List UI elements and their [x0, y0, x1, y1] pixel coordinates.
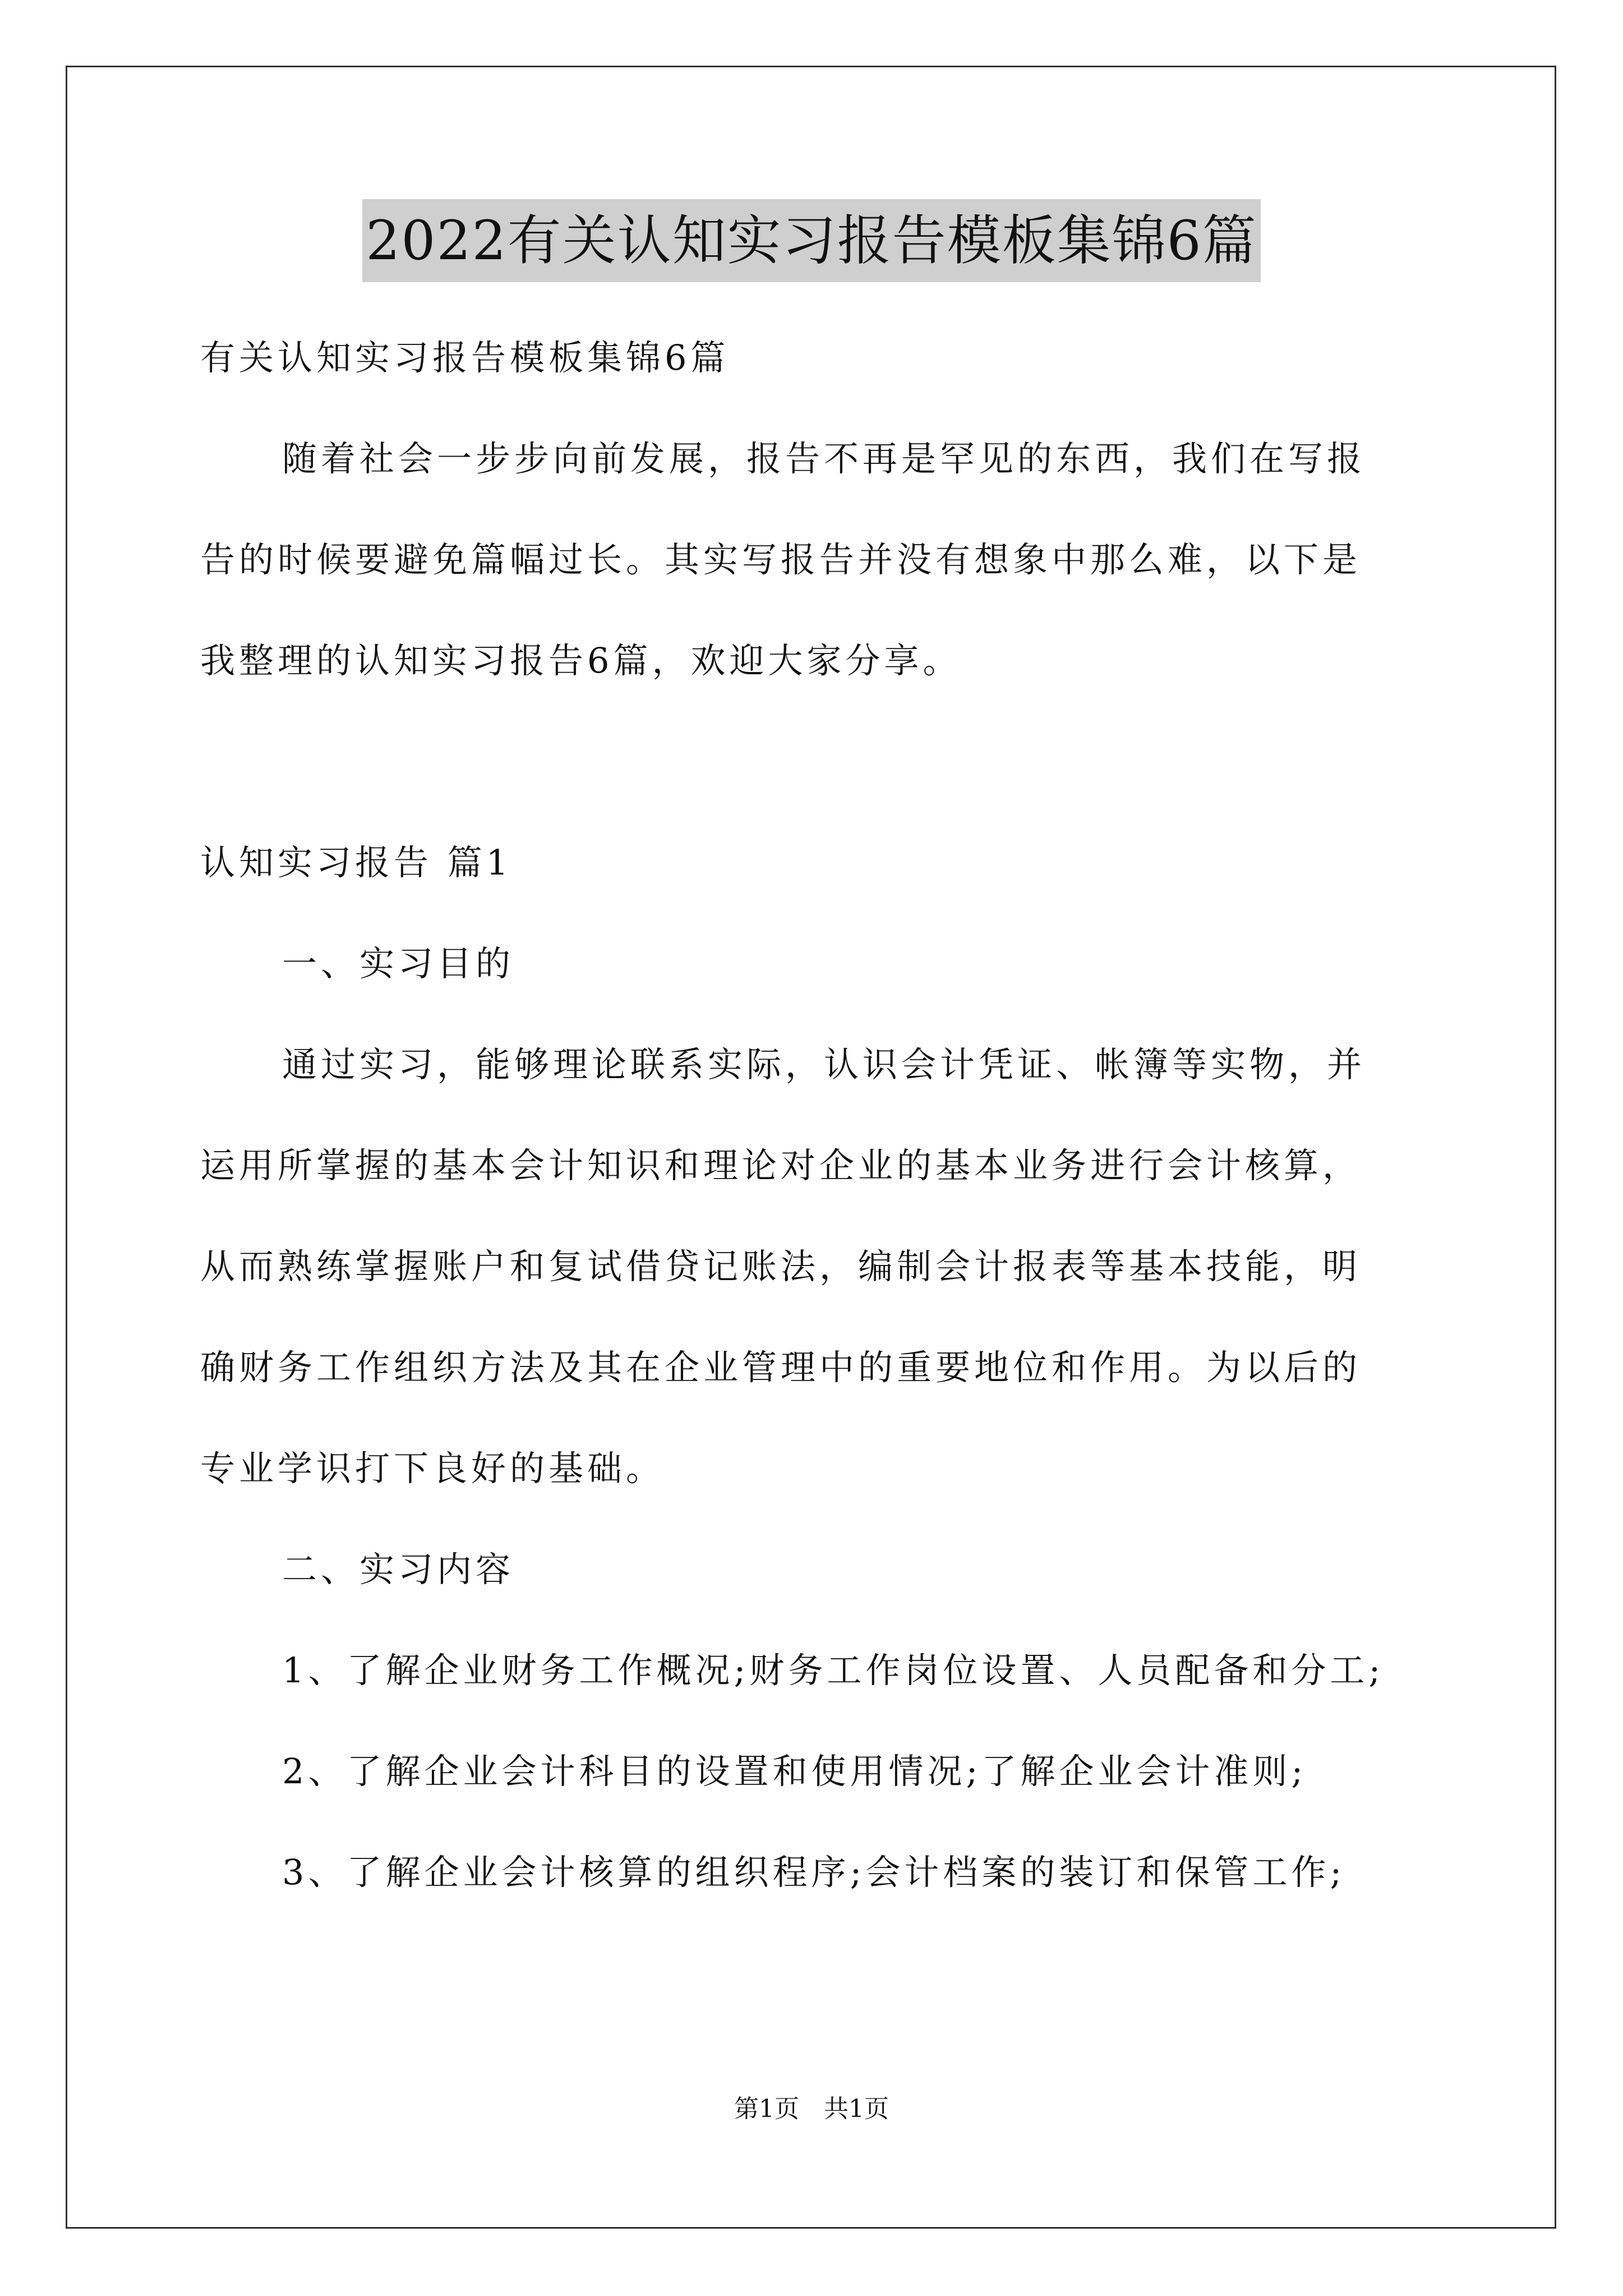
intro-line: 随着社会一步步向前发展，报告不再是罕见的东西，我们在写报 — [282, 438, 1366, 479]
page-footer: 第1页 共1页 — [734, 2095, 889, 2123]
intro-line: 告的时候要避免篇幅过长。其实写报告并没有想象中那么难，以下是 — [200, 539, 1362, 580]
section-heading: 认知实习报告 篇1 — [200, 842, 513, 883]
part1-heading: 一、实习目的 — [282, 943, 515, 984]
part2-item: 2、了解企业会计科目的设置和使用情况;了解企业会计准则; — [282, 1751, 1307, 1792]
document-title: 2022有关认知实习报告模板集锦6篇 — [362, 199, 1260, 282]
part2-item: 1、了解企业财务工作概况;财务工作岗位设置、人员配备和分工; — [282, 1650, 1385, 1691]
part1-line: 从而熟练掌握账户和复试借贷记账法，编制会计报表等基本技能，明 — [200, 1246, 1362, 1287]
intro-line: 我整理的认知实习报告6篇，欢迎大家分享。 — [200, 640, 962, 681]
part1-line: 运用所掌握的基本会计知识和理论对企业的基本业务进行会计核算， — [200, 1145, 1362, 1186]
blank-line — [200, 711, 1434, 812]
document-subtitle: 有关认知实习报告模板集锦6篇 — [200, 337, 730, 378]
part1-line: 专业学识打下良好的基础。 — [200, 1448, 665, 1489]
part2-heading: 二、实习内容 — [282, 1549, 515, 1590]
part1-line: 通过实习，能够理论联系实际，认识会计凭证、帐簿等实物，并 — [282, 1044, 1366, 1085]
title-container — [0, 199, 1623, 282]
document-body — [200, 307, 1434, 1923]
part1-line: 确财务工作组织方法及其在企业管理中的重要地位和作用。为以后的 — [200, 1347, 1362, 1388]
part2-item: 3、了解企业会计核算的组织程序;会计档案的装订和保管工作; — [282, 1852, 1346, 1893]
